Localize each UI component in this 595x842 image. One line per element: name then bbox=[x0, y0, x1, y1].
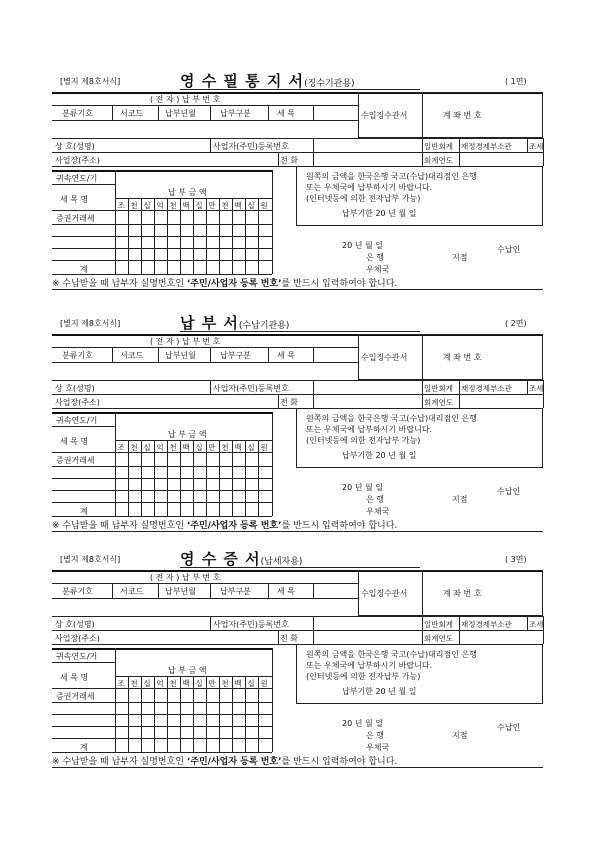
notice-line-2: 또는 우체국에 납부하시기 바랍니다. bbox=[306, 183, 433, 192]
class-code-label: 분류기호 bbox=[62, 109, 93, 118]
phone-label: 전 화 bbox=[280, 398, 298, 407]
receipt-date: 20 년 월 일 bbox=[342, 719, 383, 728]
form-label: [별지 제8호서식] bbox=[60, 319, 121, 328]
collector-label: 수입징수관서 bbox=[361, 589, 408, 598]
office-code-label: 서코드 bbox=[120, 587, 144, 596]
digit-header: 만 bbox=[208, 201, 216, 210]
trade-name-label: 상 호(성명) bbox=[55, 384, 95, 393]
page-number: ( 3면) bbox=[505, 555, 527, 564]
footnote: ※ 수납받을 때 납부자 실명번호인 ‘주민/사업자 등록 번호’를 반드시 입력하여야 합니다. bbox=[52, 521, 398, 531]
ministry-label: 재정경제부소관 bbox=[461, 620, 512, 629]
bank-label: 은 행 bbox=[366, 731, 384, 740]
digit-header: 십 bbox=[247, 679, 255, 688]
tax-item-label: 세 목 bbox=[277, 587, 295, 596]
collector-label: 수입징수관서 bbox=[361, 353, 408, 362]
digit-header: 백 bbox=[182, 201, 190, 210]
digit-header: 천 bbox=[130, 443, 138, 452]
total-label: 계 bbox=[80, 265, 88, 274]
account-no-label: 계 좌 번 호 bbox=[443, 589, 482, 598]
phone-label: 전 화 bbox=[280, 156, 298, 165]
bank-label: 은 행 bbox=[366, 495, 384, 504]
section-title: 납 부 서(수납기관용) bbox=[180, 314, 290, 332]
notice-line-3: (인터넷등에 의한 전자납부 가능) bbox=[306, 194, 421, 203]
amount-label: 납 부 금 액 bbox=[168, 188, 207, 197]
section-title: 영 수 증 서(납세자용) bbox=[180, 550, 303, 568]
tax-label: 조세 bbox=[529, 384, 544, 393]
digit-header: 백 bbox=[234, 443, 242, 452]
branch-label: 지점 bbox=[452, 731, 468, 740]
item-name-label: 세 목 명 bbox=[60, 673, 89, 682]
general-acct-label: 일반회계 bbox=[424, 620, 453, 629]
digit-header: 억 bbox=[156, 201, 164, 210]
fiscal-year-label: 회계연도 bbox=[424, 398, 453, 407]
digit-header: 천 bbox=[169, 679, 177, 688]
tax-label: 조세 bbox=[529, 142, 544, 151]
digit-header: 십 bbox=[195, 201, 203, 210]
digit-header: 천 bbox=[169, 201, 177, 210]
form-label: [별지 제8호서식] bbox=[60, 77, 121, 86]
digit-header: 십 bbox=[247, 443, 255, 452]
office-code-label: 서코드 bbox=[120, 109, 144, 118]
digit-header: 원 bbox=[260, 679, 268, 688]
notice-line-1: 원쪽의 금액을 한국은행 국고(수납)대리점인 은행 bbox=[306, 650, 477, 659]
securities-tax-label: 증권거래세 bbox=[56, 692, 95, 701]
item-name-label: 세 목 명 bbox=[60, 195, 89, 204]
digit-header: 조 bbox=[117, 443, 125, 452]
digit-header: 조 bbox=[117, 201, 125, 210]
biz-place-label: 사업장(주소) bbox=[55, 398, 100, 407]
digit-header: 백 bbox=[182, 443, 190, 452]
digit-header: 천 bbox=[130, 201, 138, 210]
bank-label: 은 행 bbox=[366, 253, 384, 262]
belong-year-label: 귀속연도/기 bbox=[56, 652, 98, 661]
biz-place-label: 사업장(주소) bbox=[55, 634, 100, 643]
phone-label: 전 화 bbox=[280, 634, 298, 643]
digit-header: 천 bbox=[169, 443, 177, 452]
ministry-label: 재정경제부소관 bbox=[461, 384, 512, 393]
pay-month-label: 납부년월 bbox=[165, 351, 196, 360]
amount-label: 납 부 금 액 bbox=[168, 430, 207, 439]
digit-header: 백 bbox=[182, 679, 190, 688]
tax-item-label: 세 목 bbox=[277, 351, 295, 360]
trade-name-label: 상 호(성명) bbox=[55, 620, 95, 629]
receipt-section-3 bbox=[0, 548, 595, 767]
pay-month-label: 납부년월 bbox=[165, 587, 196, 596]
deadline: 납부기한 20 년 월 일 bbox=[342, 451, 417, 460]
digit-header: 십 bbox=[143, 679, 151, 688]
pay-month-label: 납부년월 bbox=[165, 109, 196, 118]
account-no-label: 계 좌 번 호 bbox=[443, 111, 482, 120]
receipt-date: 20 년 월 일 bbox=[342, 241, 383, 250]
pay-type-label: 납부구분 bbox=[220, 351, 251, 360]
total-label: 계 bbox=[80, 743, 88, 752]
receipt-section-1 bbox=[0, 70, 595, 289]
page-number: ( 2면) bbox=[505, 319, 527, 328]
footnote: ※ 수납받을 때 납부자 실명번호인 ‘주민/사업자 등록 번호’를 반드시 입력하여야 합니다. bbox=[52, 757, 398, 767]
notice-line-1: 원쪽의 금액을 한국은행 국고(수납)대리점인 은행 bbox=[306, 414, 477, 423]
total-label: 계 bbox=[80, 507, 88, 516]
notice-line-1: 원쪽의 금액을 한국은행 국고(수납)대리점인 은행 bbox=[306, 172, 477, 181]
digit-header: 원 bbox=[260, 201, 268, 210]
branch-label: 지점 bbox=[452, 253, 468, 262]
deadline: 납부기한 20 년 월 일 bbox=[342, 687, 417, 696]
notice-line-2: 또는 우체국에 납부하시기 바랍니다. bbox=[306, 425, 433, 434]
class-code-label: 분류기호 bbox=[62, 587, 93, 596]
post-office-label: 우체국 bbox=[366, 265, 390, 274]
receiver-label: 수납인 bbox=[497, 723, 521, 732]
digit-header: 천 bbox=[221, 201, 229, 210]
digit-header: 천 bbox=[221, 679, 229, 688]
office-code-label: 서코드 bbox=[120, 351, 144, 360]
trade-name-label: 상 호(성명) bbox=[55, 142, 95, 151]
form-label: [별지 제8호서식] bbox=[60, 555, 121, 564]
footnote: ※ 수납받을 때 납부자 실명번호인 ‘주민/사업자 등록 번호’를 반드시 입력하여야 합니다. bbox=[52, 279, 398, 289]
post-office-label: 우체국 bbox=[366, 507, 390, 516]
notice-line-2: 또는 우체국에 납부하시기 바랍니다. bbox=[306, 661, 433, 670]
taxpayer-no-label: ( 전 자 ) 납 부 번 호 bbox=[150, 95, 221, 104]
securities-tax-label: 증권거래세 bbox=[56, 214, 95, 223]
digit-header: 백 bbox=[234, 201, 242, 210]
pay-type-label: 납부구분 bbox=[220, 587, 251, 596]
fiscal-year-label: 회계연도 bbox=[424, 156, 453, 165]
taxpayer-no-label: ( 전 자 ) 납 부 번 호 bbox=[150, 337, 221, 346]
amount-label: 납 부 금 액 bbox=[168, 666, 207, 675]
digit-header: 천 bbox=[221, 443, 229, 452]
class-code-label: 분류기호 bbox=[62, 351, 93, 360]
pay-type-label: 납부구분 bbox=[220, 109, 251, 118]
receipt-section-2 bbox=[0, 312, 595, 531]
digit-header: 십 bbox=[143, 201, 151, 210]
taxpayer-no-label: ( 전 자 ) 납 부 번 호 bbox=[150, 573, 221, 582]
branch-label: 지점 bbox=[452, 495, 468, 504]
digit-header: 십 bbox=[195, 443, 203, 452]
digit-header: 억 bbox=[156, 679, 164, 688]
tax-item-label: 세 목 bbox=[277, 109, 295, 118]
biz-place-label: 사업장(주소) bbox=[55, 156, 100, 165]
ministry-label: 재정경제부소관 bbox=[461, 142, 512, 151]
tax-label: 조세 bbox=[529, 620, 544, 629]
reg-no-label: 사업자(주민)등록번호 bbox=[213, 142, 289, 151]
receipt-date: 20 년 월 일 bbox=[342, 483, 383, 492]
digit-header: 백 bbox=[234, 679, 242, 688]
fiscal-year-label: 회계연도 bbox=[424, 634, 453, 643]
digit-header: 천 bbox=[130, 679, 138, 688]
digit-header: 만 bbox=[208, 679, 216, 688]
collector-label: 수입징수관서 bbox=[361, 111, 408, 120]
item-name-label: 세 목 명 bbox=[60, 437, 89, 446]
post-office-label: 우체국 bbox=[366, 743, 390, 752]
digit-header: 조 bbox=[117, 679, 125, 688]
general-acct-label: 일반회계 bbox=[424, 384, 453, 393]
digit-header: 십 bbox=[195, 679, 203, 688]
reg-no-label: 사업자(주민)등록번호 bbox=[213, 620, 289, 629]
page-number: ( 1면) bbox=[505, 77, 527, 86]
section-title: 영 수 필 통 지 서(징수기관용) bbox=[180, 72, 355, 90]
general-acct-label: 일반회계 bbox=[424, 142, 453, 151]
receiver-label: 수납인 bbox=[497, 245, 521, 254]
belong-year-label: 귀속연도/기 bbox=[56, 174, 98, 183]
digit-header: 만 bbox=[208, 443, 216, 452]
receiver-label: 수납인 bbox=[497, 487, 521, 496]
account-no-label: 계 좌 번 호 bbox=[443, 353, 482, 362]
digit-header: 원 bbox=[260, 443, 268, 452]
notice-line-3: (인터넷등에 의한 전자납부 가능) bbox=[306, 672, 421, 681]
belong-year-label: 귀속연도/기 bbox=[56, 416, 98, 425]
digit-header: 억 bbox=[156, 443, 164, 452]
digit-header: 십 bbox=[247, 201, 255, 210]
reg-no-label: 사업자(주민)등록번호 bbox=[213, 384, 289, 393]
digit-header: 십 bbox=[143, 443, 151, 452]
securities-tax-label: 증권거래세 bbox=[56, 456, 95, 465]
notice-line-3: (인터넷등에 의한 전자납부 가능) bbox=[306, 436, 421, 445]
deadline: 납부기한 20 년 월 일 bbox=[342, 209, 417, 218]
